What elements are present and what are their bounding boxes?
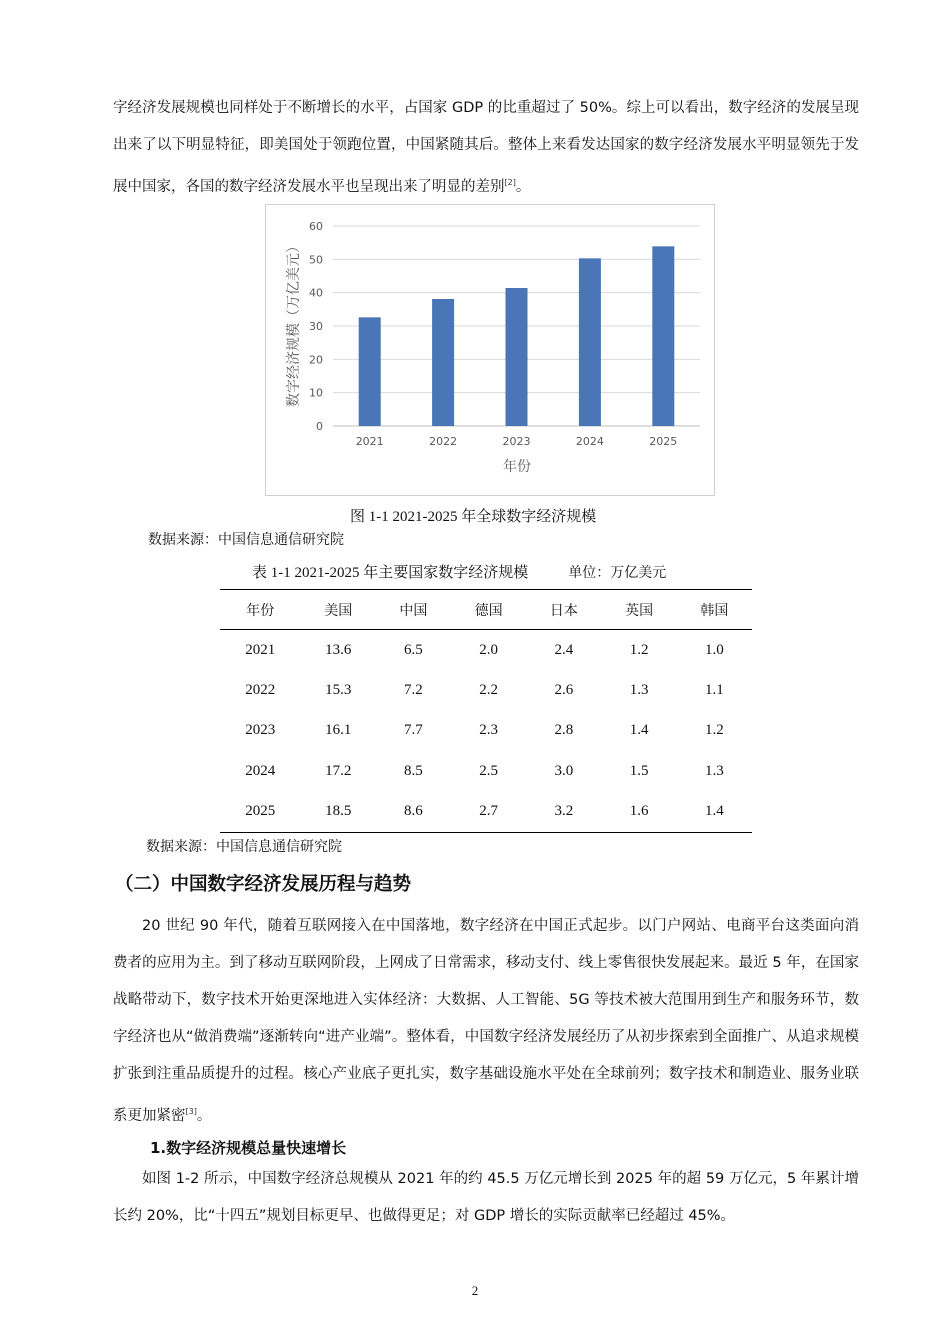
x-tick-label: 2022 [429,435,458,448]
table-row [220,792,752,833]
table-row [220,751,752,792]
table-cell: 8.5 [404,763,423,780]
table-cell: 1.6 [629,803,649,820]
figure-source: 数据来源：中国信息通信研究院 [148,532,344,548]
y-tick-label: 40 [309,286,323,300]
table-cell: 2.4 [554,641,574,658]
table-header-cell: 德国 [474,602,503,619]
table-cell: 7.2 [404,681,423,698]
table-cell: 16.1 [325,722,352,739]
bar-2021 [359,317,381,426]
table-cell: 2.5 [479,763,499,780]
table-cell: 1.3 [629,681,649,698]
bar-chart [266,205,714,495]
table-cell: 1.3 [704,763,724,780]
table-header-cell: 韩国 [700,602,729,619]
x-tick-label: 2024 [575,435,604,448]
table-cell: 1.0 [704,641,724,658]
table-cell: 1.2 [704,722,724,739]
table-header-cell: 中国 [399,602,428,619]
y-tick-label: 50 [309,253,323,267]
page-number: 2 [471,1283,479,1298]
x-tick-label: 2023 [502,435,531,448]
bar-2023 [505,288,527,426]
table-header-row [220,590,752,630]
x-tick-label: 2021 [355,435,384,448]
intro-text: 字经济发展规模也同样处于不断增长的水平，占国家 GDP 的比重超过了 50%。综上可以看出，数字经济的发展呈现出来了以下明显特征，即美国处于领跑位置，中国紧随其后。整体上来看发达国家的数字经济发展水平明显领先于发展中国家，各国的数字经济发展水平也呈现出来了明显的差别 [113,100,859,195]
table-cell: 17.2 [325,763,352,780]
table-cell: 3.2 [554,803,574,820]
x-axis-label: 年份 [503,459,531,475]
y-tick-label: 60 [309,220,323,233]
table-cell: 2022 [245,681,276,698]
subsection-paragraph: 如图 1-2 所示，中国数字经济总规模从 2021 年的约 45.5 万亿元增长到 2025 年的超 59 万亿元，5 年累计增长约 20%，比“十四五”规划目标更早、也做得更足；对 GDP 增长的实际贡献率已经超过 45%。 [113,1171,859,1224]
table-cell: 18.5 [325,803,352,820]
citation-ref: [3] [185,1107,197,1116]
table-cell: 2024 [245,763,276,780]
table-title: 表 1-1 2021-2025 年主要国家数字经济规模 [252,565,529,581]
bar-2025 [652,246,674,426]
table-cell: 2.3 [479,722,499,739]
bar-2022 [432,299,454,426]
y-tick-label: 20 [309,353,323,367]
table-cell: 6.5 [404,641,423,658]
table-cell: 15.3 [325,681,352,698]
section-text: 20 世纪 90 年代，随着互联网接入在中国落地，数字经济在中国正式起步。以门户网站、电商平台这类面向消费者的应用为主。到了移动互联网阶段，上网成了日常需求，移动支付、线上零售很快发展起来。最近 5 年，在国家战略带动下，数字技术开始更深地进入实体经济：大数据、人工智能、5G 等技术被大范围用到生产和服务环节，数字经济也从“做消费端”逐渐转向“进产业端”。整体看，中国数字经济发展经历了从初步探索到全面推广、从追求规模扩张到注重品质提升的过程。核心产业底子更扎实，数字基础设施水平处在全球前列；数字技术和制造业、服务业联系更加紧密 [113,918,859,1124]
subsection-heading: 1.数字经济规模总量快速增长 [150,1139,347,1157]
table-unit: 单位：万亿美元 [568,565,667,581]
table-header-cell: 美国 [324,602,353,619]
table-header-cell: 英国 [625,602,654,619]
section-heading: （二）中国数字经济发展历程与趋势 [115,874,412,895]
table-cell: 2.8 [554,722,574,739]
table-cell: 1.1 [704,681,724,698]
section-paragraph [113,908,859,1135]
table-caption [252,561,666,582]
y-tick-label: 30 [309,320,323,333]
table-cell: 7.7 [404,722,423,739]
y-tick-label: 10 [309,386,323,400]
table-cell: 2023 [245,722,276,739]
section-end: 。 [196,1108,212,1124]
y-tick-label: 0 [316,420,323,433]
table-cell: 13.6 [325,641,352,658]
table-header-cell: 日本 [549,602,578,619]
table-cell: 2021 [245,641,276,658]
intro-end: 。 [515,179,531,195]
x-tick-label: 2025 [649,435,678,448]
table-cell: 1.4 [704,803,724,820]
table-cell: 2.2 [479,681,499,698]
bar-2024 [579,258,601,426]
table-cell: 2025 [245,803,276,820]
chart-frame [265,204,715,496]
table-row [220,630,752,671]
table-header-cell: 年份 [246,602,275,619]
citation-ref: [2] [504,178,516,187]
table-cell: 1.4 [629,722,649,739]
table-source: 数据来源：中国信息通信研究院 [146,839,342,855]
intro-paragraph [113,90,859,206]
y-axis-label: 数字经济规模（万亿美元） [286,239,302,407]
table-cell: 1.2 [629,641,649,658]
table-row [220,711,752,752]
table-cell: 8.6 [404,803,423,820]
data-table [220,589,752,833]
table-row [220,670,752,711]
table-cell: 3.0 [554,763,574,780]
table-cell: 2.7 [479,803,499,820]
table-cell: 2.0 [479,641,499,658]
table-cell: 2.6 [554,681,574,698]
figure-caption: 图 1-1 2021-2025 年全球数字经济规模 [350,509,597,525]
table-cell: 1.5 [629,763,649,780]
